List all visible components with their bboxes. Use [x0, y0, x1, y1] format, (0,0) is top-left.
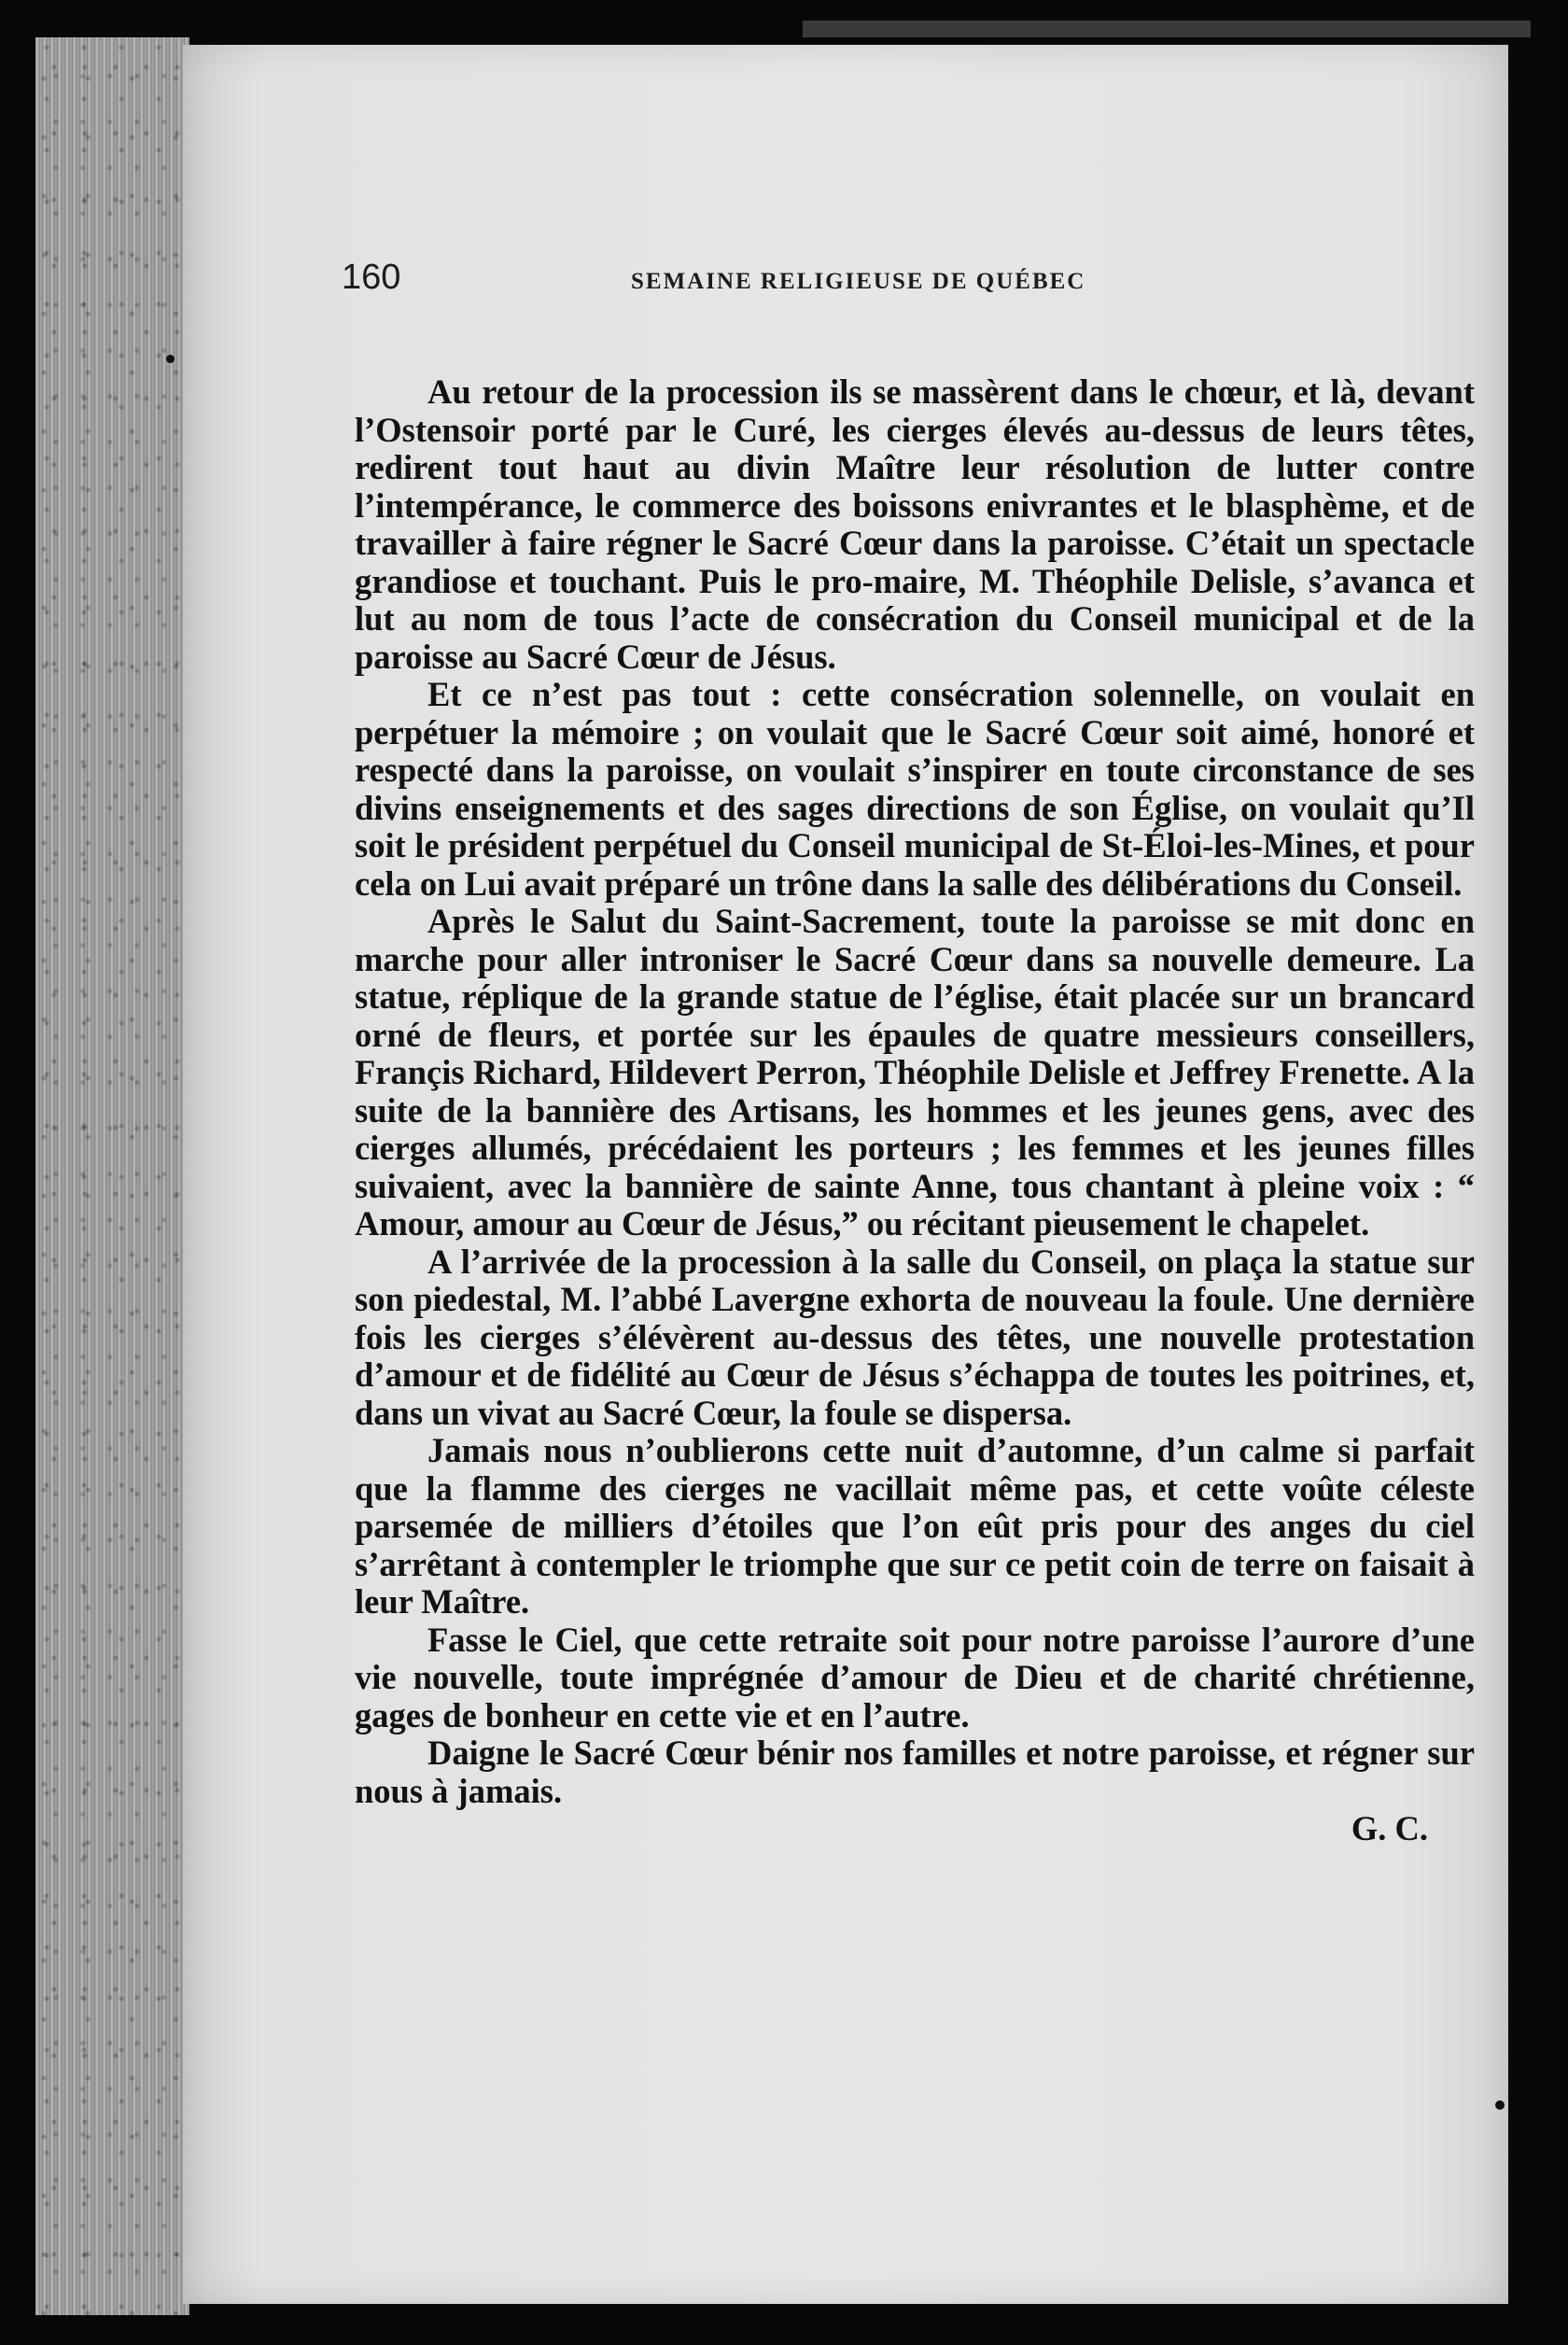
running-head: SEMAINE RELIGIEUSE DE QUÉBEC [631, 269, 1086, 294]
scan-speck [166, 355, 175, 363]
scan-speck [1495, 2100, 1505, 2110]
book-page-edges [35, 37, 189, 2315]
signature: G. C. [1351, 1809, 1428, 1847]
page-header [342, 258, 1443, 323]
paragraph-4: A l’arrivée de la procession à la salle du Conseil, on plaça la statue sur son piedestal, M. l’abbé Lavergne exhorta de nouveau la foule. Une dernière fois les cierges s’élévèrent au-dessus des têtes, une nouvelle protestation d’amour et de fidélité au Cœur de Jésus s’échappa de toutes les poitrines, et, dans un vivat au Sacré Cœur, la foule se dispersa. [355, 1242, 1475, 1432]
paragraph-6: Fasse le Ciel, que cette retraite soit pour notre paroisse l’aurore d’une vie nouvelle, toute imprégnée d’amour de Dieu et de charité chrétienne, gages de bonheur en cette vie et en l’autre. [355, 1620, 1475, 1734]
paragraph-7: Daigne le Sacré Cœur bénir nos familles et notre paroisse, et régner sur nous à jamais. [355, 1734, 1475, 1810]
paragraph-2: Et ce n’est pas tout : cette consécration solennelle, on voulait en perpétuer la mémoire ; on voulait que le Sacré Cœur soit aimé, honoré et respecté dans la paroisse, on voulait s’inspirer en toute circonstance de ses divins enseignements et des sages directions de son Église, on voulait qu’Il soit le président perpétuel du Conseil municipal de St-Éloi-les-Mines, et pour cela on Lui avait préparé un trône dans la salle des délibérations du Conseil. [355, 675, 1475, 903]
paragraph-1: Au retour de la procession ils se massèrent dans le chœur, et là, devant l’Ostensoir porté par le Curé, les cierges élevés au-dessus de leurs têtes, redirent tout haut au divin Maître leur résolution de lutter contre l’intempérance, le commerce des boissons enivrantes et le blasphème, et de travailler à faire régner le Sacré Cœur dans la paroisse. C’était un spectacle grandiose et touchant. Puis le pro-maire, M. Théophile Delisle, s’avanca et lut au nom de tous l’acte de consécration du Conseil municipal et de la paroisse au Sacré Cœur de Jésus. [355, 372, 1475, 676]
article-body [355, 373, 1475, 1848]
printed-page [183, 45, 1508, 2304]
paragraph-5: Jamais nous n’oublierons cette nuit d’automne, d’un calme si parfait que la flamme des cierges ne vacillait même pas, et cette voûte céleste parsemée de milliers d’étoiles que l’on eût pris pour des anges du ciel s’arrêtant à contempler le triomphe que sur ce petit coin de terre on faisait à leur Maître. [355, 1431, 1475, 1621]
scan-top-band [803, 21, 1531, 37]
paragraph-3: Après le Salut du Saint-Sacrement, toute la paroisse se mit donc en marche pour aller introniser le Sacré Cœur dans sa nouvelle demeure. La statue, réplique de la grande statue de l’église, était placée sur un brancard orné de fleurs, et portée sur les épaules de quatre messieurs conseillers, Françis Richard, Hildevert Perron, Théophile Delisle et Jeffrey Frenette. A la suite de la bannière des Artisans, les hommes et les jeunes gens, avec des cierges allumés, précédaient les porteurs ; les femmes et les jeunes filles suivaient, avec la bannière de sainte Anne, tous chantant à pleine voix : “ Amour, amour au Cœur de Jésus,” ou récitant pieusement le chapelet. [355, 902, 1475, 1243]
page-number: 160 [342, 258, 401, 297]
